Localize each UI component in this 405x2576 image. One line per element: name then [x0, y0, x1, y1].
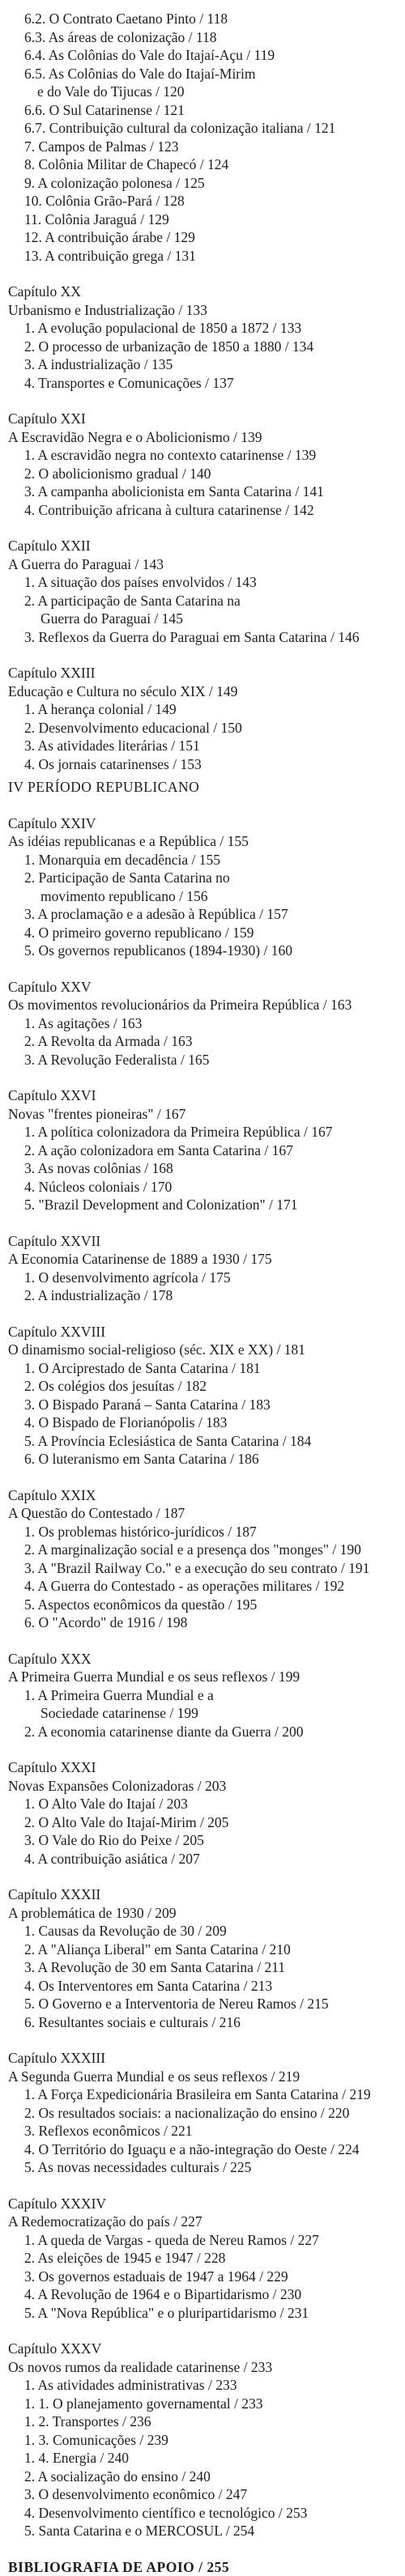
toc-entry: 1. A situação dos países envolvidos / 143 [8, 573, 397, 592]
spacer [8, 1469, 397, 1486]
toc-entry: 1. A evolução populacional de 1850 a 1872 / 133 [8, 319, 397, 338]
toc-entry: 2. As eleições de 1945 e 1947 / 228 [8, 2249, 397, 2268]
toc-entry: 10. Colônia Grão-Pará / 128 [8, 192, 397, 210]
toc-entry-continuation: Sociedade catarinense / 199 [8, 1704, 397, 1723]
toc-entry: 3. A industrialização / 135 [8, 355, 397, 374]
toc-entry: 5. Aspectos econômicos da questão / 195 [8, 1596, 397, 1614]
toc-entry: 5. As novas necessidades culturais / 225 [8, 2158, 397, 2177]
toc-entry: 1. As agitações / 163 [8, 1014, 397, 1033]
toc-entry: 1. Monarquia em decadência / 155 [8, 851, 397, 869]
spacer [8, 1214, 397, 1232]
toc-entry: 4. Transportes e Comunicações / 137 [8, 374, 397, 393]
toc-entry: 3. Reflexos econômicos / 221 [8, 2122, 397, 2140]
chapter-heading: Capítulo XXXV [8, 2340, 397, 2358]
chapter-heading: A Primeira Guerra Mundial e os seus reflexos / 199 [8, 1668, 397, 1686]
toc-entry: 3. A proclamação e a adesão à República / 157 [8, 905, 397, 924]
toc-entry-continuation: movimento republicano / 156 [8, 887, 397, 906]
chapter-heading: Capítulo XXVIII [8, 1323, 397, 1341]
toc-entry: 2. Desenvolvimento educacional / 150 [8, 719, 397, 738]
toc-entry: 2. O Alto Vale do Itajaí-Mirim / 205 [8, 1813, 397, 1832]
spacer [8, 1868, 397, 1885]
chapter-heading: As idéias republicanas e a República / 155 [8, 832, 397, 851]
toc-entry: 8. Colônia Militar de Chapecó / 124 [8, 155, 397, 174]
toc-entry: 3. As atividades literárias / 151 [8, 737, 397, 755]
chapter-heading: Capítulo XXIX [8, 1486, 397, 1505]
toc-entry: 1. A Força Expedicionária Brasileira em Santa Catarina / 219 [8, 2085, 397, 2104]
toc-entry: 4. O primeiro governo republicano / 159 [8, 924, 397, 942]
chapter-heading: Os novos rumos da realidade catarinense / 233 [8, 2358, 397, 2377]
toc-entry: 2. O abolicionismo gradual / 140 [8, 465, 397, 483]
toc-entry-continuation: Guerra do Paraguai / 145 [8, 610, 397, 628]
chapter-heading: A Economia Catarinense de 1889 a 1930 / 175 [8, 1250, 397, 1269]
chapter-heading: A Guerra do Paraguai / 143 [8, 555, 397, 574]
spacer [8, 2322, 397, 2340]
toc-entry: 4. Núcleos coloniais / 170 [8, 1178, 397, 1197]
toc-entry: 4. O Território do Iguaçu e a não-integração do Oeste / 224 [8, 2140, 397, 2159]
toc-entry: 2. A industrialização / 178 [8, 1286, 397, 1305]
spacer [8, 1741, 397, 1758]
chapter-heading: Capítulo XXII [8, 537, 397, 555]
toc-entry: 6.6. O Sul Catarinense / 121 [8, 101, 397, 120]
chapter-heading: Capítulo XXIV [8, 814, 397, 833]
toc-entry: 4. O Bispado de Florianópolis / 183 [8, 1413, 397, 1432]
chapter-heading: Capítulo XXIII [8, 664, 397, 682]
toc-entry: 6.3. As áreas de colonização / 118 [8, 28, 397, 47]
toc-entry: 1. A queda de Vargas - queda de Nereu Ramos / 227 [8, 2231, 397, 2250]
toc-entry: 11. Colônia Jaraguá / 129 [8, 210, 397, 229]
toc-entry: 6.7. Contribuição cultural da colonização italiana / 121 [8, 119, 397, 138]
spacer [8, 646, 397, 664]
toc-entry: 1. Os problemas histórico-jurídicos / 187 [8, 1523, 397, 1541]
chapter-heading: Os movimentos revolucionários da Primeira República / 163 [8, 996, 397, 1014]
toc-entry: 1. A herança colonial / 149 [8, 700, 397, 719]
toc-entry: 5. O Governo e a Interventoria de Nereu Ramos / 215 [8, 1995, 397, 2013]
part-heading: IV PERÍODO REPUBLICANO [8, 778, 397, 797]
chapter-heading: Capítulo XXVII [8, 1232, 397, 1251]
toc-entry: 1. O Arciprestado de Santa Catarina / 181 [8, 1359, 397, 1378]
toc-entry: 1. A política colonizadora da Primeira República / 167 [8, 1123, 397, 1141]
toc-entry: 3. Reflexos da Guerra do Paraguai em Santa Catarina / 146 [8, 628, 397, 647]
toc-entry: 1. Causas da Revolução de 30 / 209 [8, 1922, 397, 1941]
spacer [8, 1069, 397, 1086]
toc-entry: 1. As atividades administrativas / 233 [8, 2376, 397, 2395]
toc-entry: 4. Desenvolvimento científico e tecnológico / 253 [8, 2504, 397, 2523]
toc-entry: 1. A escravidão negra no contexto catarinense / 139 [8, 446, 397, 465]
toc-entry: 1. O desenvolvimento agrícola / 175 [8, 1269, 397, 1287]
toc-entry: 6.4. As Colônias do Vale do Itajaí-Açu / 119 [8, 46, 397, 65]
toc-entry-continuation: e do Vale do Tijucas / 120 [8, 83, 397, 101]
toc-entry: 1. 2. Transportes / 236 [8, 2412, 397, 2431]
chapter-heading: Urbanismo e Industrialização / 133 [8, 301, 397, 320]
toc-entry: 4. Os jornais catarinenses / 153 [8, 755, 397, 774]
toc-entry: 4. Contribuição africana à cultura catarinense / 142 [8, 501, 397, 520]
toc-entry: 7. Campos de Palmas / 123 [8, 138, 397, 156]
toc-entry: 4. A Revolução de 1964 e o Bipartidarismo / 230 [8, 2285, 397, 2304]
spacer [8, 1305, 397, 1323]
chapter-heading: A Redemocratização do país / 227 [8, 2213, 397, 2231]
toc-entry: 1. O Alto Vale do Itajaí / 203 [8, 1795, 397, 1813]
chapter-heading: Capítulo XXVI [8, 1086, 397, 1105]
spacer [8, 392, 397, 410]
toc-entry: 1. 1. O planejamento governamental / 233 [8, 2395, 397, 2413]
spacer [8, 960, 397, 978]
toc-entry: 5. Os governos republicanos (1894-1930) / 160 [8, 942, 397, 960]
toc-entry: 1. A Primeira Guerra Mundial e a [8, 1686, 397, 1705]
chapter-heading: Capítulo XXXIV [8, 2195, 397, 2213]
spacer [8, 2177, 397, 2195]
chapter-heading: Capítulo XX [8, 283, 397, 301]
toc-entry: 3. O Vale do Rio do Peixe / 205 [8, 1831, 397, 1850]
toc-entry: 2. A "Aliança Liberal" em Santa Catarina / 210 [8, 1941, 397, 1959]
toc-entry: 3. As novas colônias / 168 [8, 1159, 397, 1178]
chapter-heading: Capítulo XXXII [8, 1885, 397, 1904]
toc-entry: 3. Os governos estaduais de 1947 a 1964 / 229 [8, 2268, 397, 2286]
toc-entry: 4. A contribuição asiática / 207 [8, 1850, 397, 1868]
toc-entry: 6. Resultantes sociais e culturais / 216 [8, 2013, 397, 2032]
toc-entry: 2. A marginalização social e a presença dos "monges" / 190 [8, 1541, 397, 1559]
toc-entry: 3. A Revolução de 30 em Santa Catarina / 211 [8, 1958, 397, 1977]
toc-entry: 3. A Revolução Federalista / 165 [8, 1051, 397, 1069]
toc-entry: 2. A ação colonizadora em Santa Catarina / 167 [8, 1141, 397, 1160]
toc-entry: 5. Santa Catarina e o MERCOSUL / 254 [8, 2522, 397, 2540]
toc-entry: 1. 3. Comunicações / 239 [8, 2431, 397, 2450]
toc-entry: 2. Participação de Santa Catarina no [8, 869, 397, 887]
toc-entry: 2. A socialização do ensino / 240 [8, 2468, 397, 2486]
toc-entry: 2. O processo de urbanização de 1850 a 1880 / 134 [8, 338, 397, 356]
bibliography-entry: BIBLIOGRAFIA DE APOIO / 255 [8, 2558, 397, 2576]
chapter-heading: O dinamismo social-religioso (séc. XIX e XX) / 181 [8, 1341, 397, 1359]
toc-entry: 5. A "Nova República" e o pluripartidarismo / 231 [8, 2304, 397, 2323]
spacer [8, 265, 397, 283]
spacer [8, 2031, 397, 2049]
chapter-heading: A Questão do Contestado / 187 [8, 1504, 397, 1523]
toc-entry: 2. Os colégios dos jesuítas / 182 [8, 1377, 397, 1396]
chapter-heading: Novas "frentes pioneiras" / 167 [8, 1105, 397, 1124]
toc-entry: 5. "Brazil Development and Colonization" / 171 [8, 1196, 397, 1214]
chapter-heading: Capítulo XXXIII [8, 2049, 397, 2068]
toc-entry: 4. Os Interventores em Santa Catarina / 213 [8, 1977, 397, 1996]
chapter-heading: Educação e Cultura no século XIX / 149 [8, 682, 397, 701]
toc-entry: 6.5. As Colônias do Vale do Itajaí-Mirim [8, 65, 397, 83]
toc-entry: 3. O desenvolvimento econômico / 247 [8, 2485, 397, 2504]
toc-entry: 2. Os resultados sociais: a nacionalização do ensino / 220 [8, 2104, 397, 2123]
toc-entry: 3. A campanha abolicionista em Santa Catarina / 141 [8, 482, 397, 501]
chapter-heading: A problemática de 1930 / 209 [8, 1904, 397, 1923]
chapter-heading: Capítulo XXV [8, 978, 397, 997]
chapter-heading: Capítulo XXX [8, 1650, 397, 1668]
toc-entry: 1. 4. Energia / 240 [8, 2449, 397, 2468]
toc-entry: 3. O Bispado Paraná – Santa Catarina / 183 [8, 1396, 397, 1414]
toc-entry: 2. A economia catarinense diante da Guerra / 200 [8, 1723, 397, 1741]
chapter-heading: Capítulo XXI [8, 410, 397, 428]
toc-entry: 12. A contribuição árabe / 129 [8, 228, 397, 247]
toc-entry: 4. A Guerra do Contestado - as operações militares / 192 [8, 1577, 397, 1596]
toc-entry: 6. O "Acordo" de 1916 / 198 [8, 1613, 397, 1632]
chapter-heading: A Segunda Guerra Mundial e os seus reflexos / 219 [8, 2068, 397, 2086]
toc-entry: 2. A Revolta da Armada / 163 [8, 1032, 397, 1051]
spacer [8, 519, 397, 537]
toc-entry: 9. A colonização polonesa / 125 [8, 174, 397, 193]
toc-entry: 5. A Província Eclesiástica de Santa Catarina / 184 [8, 1432, 397, 1451]
toc-entry: 2. A participação de Santa Catarina na [8, 592, 397, 610]
spacer [8, 1632, 397, 1650]
toc-entry: 6.2. O Contrato Caetano Pinto / 118 [8, 10, 397, 28]
toc-entry: 6. O luteranismo em Santa Catarina / 186 [8, 1450, 397, 1469]
chapter-heading: Novas Expansões Colonizadoras / 203 [8, 1777, 397, 1796]
chapter-heading: A Escravidão Negra e o Abolicionismo / 139 [8, 428, 397, 447]
toc-entry: 13. A contribuição grega / 131 [8, 247, 397, 266]
toc-entry: 3. A "Brazil Railway Co." e a execução do seu contrato / 191 [8, 1559, 397, 1578]
chapter-heading: Capítulo XXXI [8, 1758, 397, 1777]
